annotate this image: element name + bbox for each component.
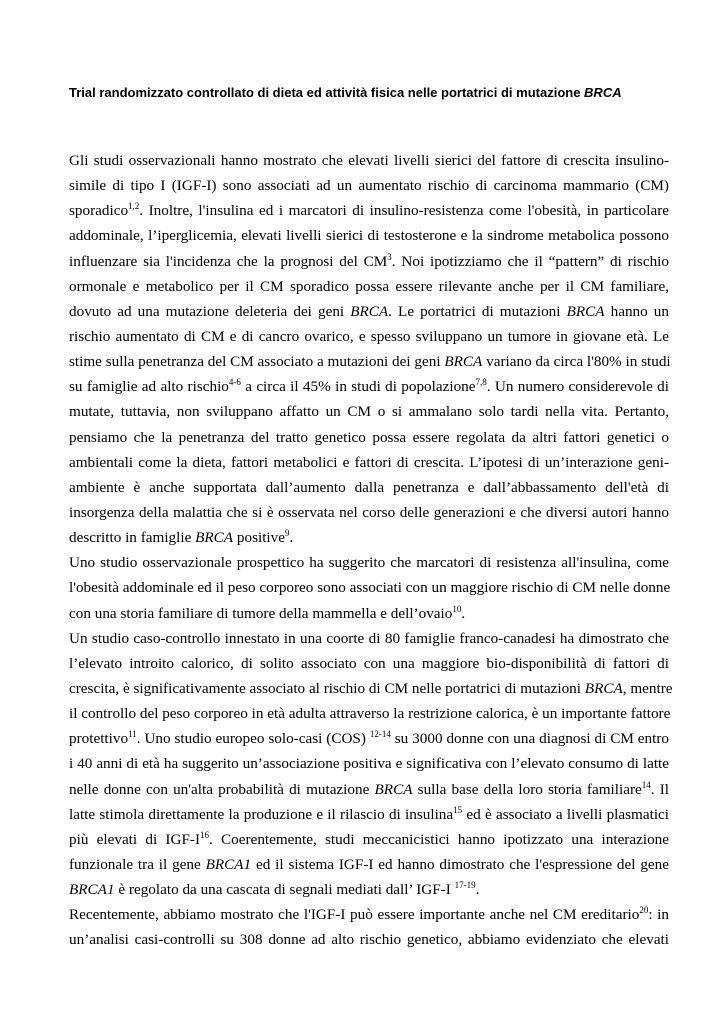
text-run: simile di tipo I (IGF-I) sono associati ad un aumentato rischio di carcinoma mammario (CM) [69, 177, 669, 195]
text-run: . Un numero considerevole di [486, 378, 669, 396]
text-run: ed è associato a livelli plasmatici [462, 805, 669, 823]
text-line [69, 299, 669, 324]
text-run: ambiente è anche supportata dall’aumento dalla penetranza e dall’abbassamento dell'età di [69, 478, 669, 496]
text-line [69, 374, 669, 399]
body-text [69, 148, 673, 953]
text-line [69, 877, 669, 902]
text-run: : in [648, 906, 669, 924]
text-line [69, 601, 669, 626]
text-run: più elevati di IGF-I [69, 830, 201, 848]
text-line [69, 827, 669, 852]
text-run: . Il [650, 780, 670, 798]
footnote-ref: 20 [639, 905, 649, 916]
text-run: ed il sistema IGF-I ed hanno dimostrato che l'espressione del gene [251, 855, 669, 873]
text-line [69, 148, 669, 173]
text-run: descritto in famiglie [69, 529, 196, 547]
text-line [69, 500, 669, 525]
text-line [69, 651, 669, 676]
footnote-ref: 16 [200, 829, 210, 840]
italic-term: BRCA [350, 302, 389, 320]
text-line [69, 475, 669, 500]
text-line [69, 525, 669, 550]
text-run: stime sulla penetranza del CM associato a mutazioni dei geni [69, 353, 445, 371]
document-title [69, 84, 669, 102]
text-line [69, 726, 669, 751]
footnote-ref: 14 [641, 779, 651, 790]
text-line [69, 450, 669, 475]
footnote-ref: 17-19 [454, 880, 476, 891]
italic-term: BRCA [444, 353, 483, 371]
text-run: , mentre [622, 679, 673, 697]
italic-term: BRCA [374, 780, 413, 798]
text-run: . Coerentemente, studi meccanicistici hanno ipotizzato una interazione [209, 830, 669, 848]
italic-term: BRCA [195, 529, 234, 547]
text-run: insorgenza della malattia che si è osservata nel corso delle generazioni e che diversi autori hanno [69, 503, 669, 521]
text-run: l'obesità addominale ed il peso corporeo sono associati con un maggiore rischio di CM nelle donne [69, 579, 671, 597]
text-run: Un studio caso-controllo innestato in una coorte di 80 famiglie franco-canadesi ha dimostrato che [69, 629, 669, 647]
text-run: . Uno studio europeo solo-casi (COS) [136, 730, 370, 748]
text-line [69, 274, 669, 299]
italic-term: BRCA [566, 302, 605, 320]
text-run: il controllo del peso corporeo in età adulta attraverso la restrizione calorica, è un importante fattore [69, 705, 671, 723]
text-run: addominale, l’iperglicemia, elevati livelli sierici di testosterone e la sindrome metabolica possono [69, 227, 669, 245]
text-run: i 40 anni di età ha suggerito un’associazione positiva e significativa con l’elevato consumo di latte [69, 755, 669, 773]
footnote-ref: 4-6 [228, 377, 241, 388]
text-line [69, 349, 669, 374]
text-line [69, 249, 669, 274]
text-line [69, 927, 669, 952]
text-line [69, 902, 669, 927]
text-run: positive [233, 529, 285, 547]
italic-term: BRCA [584, 679, 623, 697]
text-run: sulla base della loro storia familiare [412, 780, 642, 798]
text-run: latte stimola direttamente la produzione e il rilascio di insulina [69, 805, 454, 823]
text-run: Recentemente, abbiamo mostrato che l'IGF-I può essere importante anche nel CM ereditario [69, 906, 640, 924]
text-run: su famiglie ad alto rischio [69, 378, 229, 396]
text-line [69, 399, 669, 424]
text-run: su 3000 donne con una diagnosi di CM entro [390, 730, 669, 748]
text-run: l’elevato introito calorico, di solito associato con una maggiore bio-disponibilità di fattori di [69, 654, 669, 672]
text-run: un’analisi casi-controlli su 308 donne ad alto rischio genetico, abbiamo evidenziato che elevati [69, 931, 669, 949]
text-run: influenzare sia l'incidenza che la prognosi del CM [69, 252, 388, 270]
footnote-ref: 12-14 [369, 729, 391, 740]
text-line [69, 751, 669, 776]
text-run: è regolato da una cascata di segnali mediati dall’ IGF-I [114, 881, 455, 899]
footnote-ref: 11 [128, 729, 137, 740]
text-run: . Noi ipotizziamo che il “pattern” di rischio [391, 252, 669, 270]
text-run: dovuto ad una mutazione deleteria dei geni [69, 302, 351, 320]
text-line [69, 701, 669, 726]
text-line [69, 324, 669, 349]
text-run: protettivo [69, 730, 129, 748]
text-line [69, 777, 669, 802]
footnote-ref: 9 [284, 528, 290, 539]
text-run: ambientali come la dieta, fattori metabolici e fattori di crescita. L’ipotesi di un’interazione geni- [69, 453, 669, 471]
text-run: ormonale e metabolico per il CM sporadico possa essere rilevante anche per il CM familiare, [69, 277, 669, 295]
footnote-ref: 10 [452, 603, 462, 614]
footnote-ref: 7,8 [475, 377, 487, 388]
text-run: sporadico [69, 202, 129, 220]
text-line [69, 425, 669, 450]
text-run: variano da circa l'80% in studi [482, 353, 671, 371]
text-run: . [475, 881, 480, 899]
text-line [69, 575, 669, 600]
text-run: Uno studio osservazionale prospettico ha suggerito che marcatori di resistenza all'insulina, come [69, 554, 669, 572]
text-run: con una storia familiare di tumore della mammella e dell’ovaio [69, 604, 453, 622]
text-run: rischio aumentato di CM e di cancro ovarico, e spesso sviluppano un tumore in giovane età. Le [69, 327, 669, 345]
text-run: a circa il 45% in studi di popolazione [240, 378, 476, 396]
text-run: hanno un [604, 302, 669, 320]
footnote-ref: 3 [387, 251, 392, 262]
text-line [69, 852, 669, 877]
text-run: mutate, tuttavia, non sviluppano affatto un CM o si ammalano solo tardi nella vita. Pertanto, [69, 403, 669, 421]
text-line [69, 223, 669, 248]
text-line [69, 626, 669, 651]
text-run: . [289, 529, 294, 547]
title-italic: BRCA [584, 85, 622, 100]
text-run: pensiamo che la penetranza del tratto genetico possa essere regolata da altri fattori genetici o [69, 428, 669, 446]
text-run: crescita, è significativamente associato al rischio di CM nelle portatrici di mutazioni [69, 679, 585, 697]
text-run: funzionale tra il gene [69, 855, 206, 873]
text-run: . [461, 604, 466, 622]
text-run: . Le portatrici di mutazioni [388, 302, 567, 320]
text-line [69, 550, 669, 575]
text-run: Gli studi osservazionali hanno mostrato che elevati livelli sierici del fattore di crescita insulino- [69, 152, 669, 169]
text-line [69, 802, 669, 827]
text-run: nelle donne con un'alta probabilità di mutazione [69, 780, 375, 798]
text-line [69, 173, 669, 198]
footnote-ref: 1,2 [128, 201, 140, 212]
italic-term: BRCA1 [69, 881, 115, 899]
text-run: . Inoltre, l'insulina ed i marcatori di insulino-resistenza come l'obesità, in particolare [139, 202, 669, 220]
text-line [69, 198, 669, 223]
footnote-ref: 15 [453, 804, 463, 815]
italic-term: BRCA1 [205, 855, 252, 873]
title-text: Trial randomizzato controllato di dieta ed attività fisica nelle portatrici di mutazione [69, 85, 585, 100]
text-line [69, 676, 673, 701]
